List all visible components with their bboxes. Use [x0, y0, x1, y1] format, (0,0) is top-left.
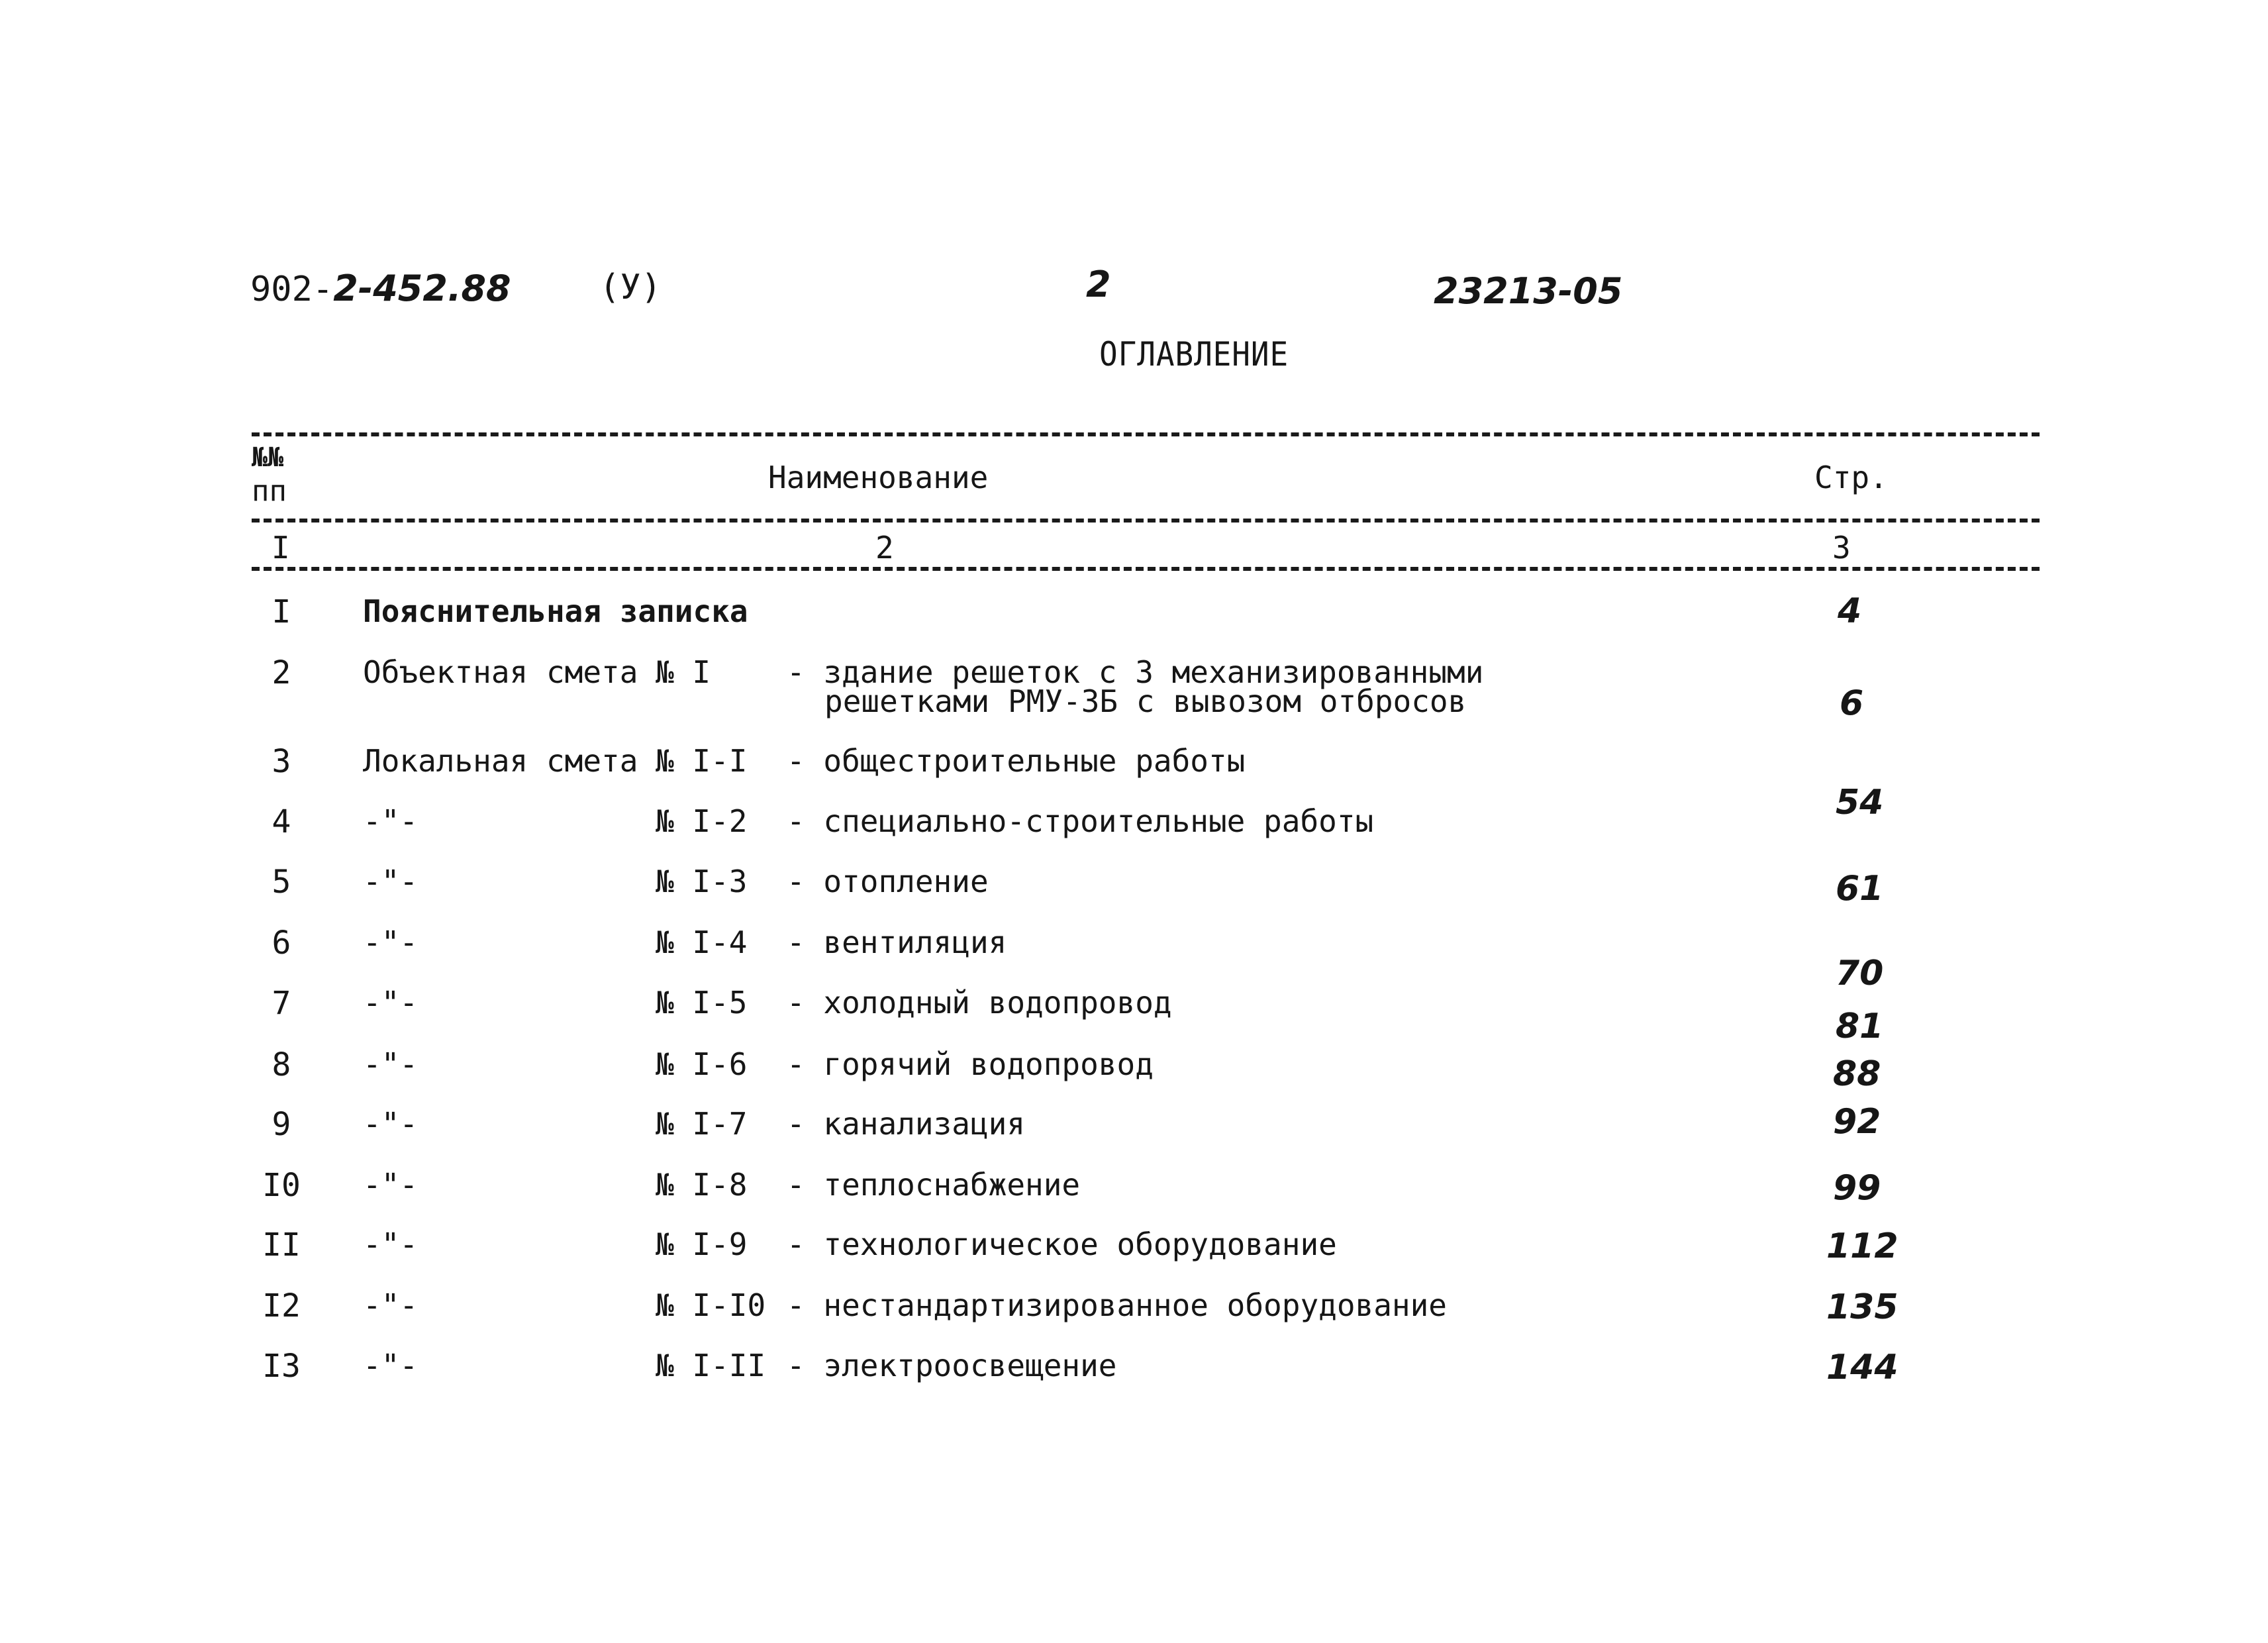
- page-number: 2: [1086, 264, 1111, 305]
- column-header-name: Наименование: [768, 460, 989, 495]
- album-number: 23213-05: [1434, 270, 1623, 312]
- row-kind: Объектная смета: [363, 654, 638, 690]
- row-estimate-number: № I-6: [656, 1046, 748, 1082]
- row-number: I: [271, 593, 291, 630]
- row-kind: -"-: [363, 1046, 419, 1082]
- row-estimate-number: № I: [656, 654, 711, 690]
- row-page: 92: [1833, 1102, 1881, 1142]
- row-name: - холодный водопровод: [787, 985, 1172, 1021]
- row-kind: -"-: [363, 924, 419, 960]
- document-variant: (У): [599, 268, 662, 307]
- document-code-suffix: 2-452.88: [333, 268, 511, 309]
- row-kind: -"-: [363, 1287, 419, 1323]
- row-kind: Локальная смета: [363, 743, 638, 779]
- row-estimate-number: № I-9: [656, 1226, 748, 1262]
- row-number: I3: [262, 1348, 301, 1385]
- row-page: 88: [1833, 1054, 1881, 1094]
- row-page: 6: [1840, 683, 1864, 723]
- row-page: 99: [1833, 1168, 1881, 1208]
- row-number: 5: [271, 864, 291, 901]
- table-column-numbers-rule: [252, 567, 2040, 571]
- row-number: I0: [262, 1167, 301, 1204]
- row-number: 7: [271, 985, 291, 1022]
- row-page: 144: [1826, 1348, 1898, 1387]
- row-page: 4: [1838, 591, 1862, 631]
- document-code: [250, 268, 511, 309]
- row-estimate-number: № I-7: [656, 1106, 748, 1142]
- document-code-prefix: 902-: [250, 270, 334, 309]
- row-kind: -"-: [363, 1226, 419, 1262]
- row-name: - электроосвещение: [787, 1348, 1117, 1383]
- row-estimate-number: № I-2: [656, 803, 748, 839]
- row-number: 4: [271, 803, 291, 840]
- row-estimate-number: № I-II: [656, 1348, 766, 1383]
- row-number: I2: [262, 1287, 301, 1324]
- row-name: - общестроительные работы: [787, 743, 1246, 779]
- column-header-page: Стр.: [1814, 460, 1888, 495]
- row-estimate-number: № I-I: [656, 743, 748, 779]
- row-estimate-number: № I-I0: [656, 1287, 766, 1323]
- table-top-rule: [252, 432, 2040, 436]
- column-header-number-line2: пп: [252, 474, 287, 508]
- row-name: - здание решеток с 3 механизированными: [787, 654, 1484, 690]
- page-title: ОГЛАВЛЕНИЕ: [1099, 335, 1289, 373]
- row-kind: -"-: [363, 1167, 419, 1203]
- row-estimate-number: № I-5: [656, 985, 748, 1021]
- row-name: - отопление: [787, 864, 989, 899]
- row-page: 112: [1826, 1226, 1898, 1266]
- row-kind: -"-: [363, 1106, 419, 1142]
- row-number: 6: [271, 924, 291, 962]
- row-estimate-number: № I-8: [656, 1167, 748, 1203]
- row-page: 61: [1836, 869, 1884, 909]
- row-name: - специально-строительные работы: [787, 803, 1374, 839]
- column-number-1: I: [271, 530, 290, 566]
- row-name: - теплоснабжение: [787, 1167, 1081, 1203]
- row-estimate-number: № I-4: [656, 924, 748, 960]
- row-number: 3: [271, 743, 291, 780]
- row-name-continued: решетками РМУ-3Б с вывозом отбросов: [824, 683, 1467, 719]
- row-number: II: [262, 1226, 301, 1264]
- column-number-2: 2: [875, 530, 894, 566]
- row-number: 9: [271, 1106, 291, 1143]
- row-name: - нестандартизированное оборудование: [787, 1287, 1447, 1323]
- row-kind: -"-: [363, 803, 419, 839]
- row-name: - горячий водопровод: [787, 1046, 1154, 1082]
- row-kind: -"-: [363, 1348, 419, 1383]
- row-name: - вентиляция: [787, 924, 1007, 960]
- row-estimate-number: № I-3: [656, 864, 748, 899]
- column-number-3: 3: [1832, 530, 1851, 566]
- row-kind: -"-: [363, 864, 419, 899]
- row-number: 8: [271, 1046, 291, 1083]
- row-kind: Пояснительная записка: [363, 593, 748, 629]
- row-page: 70: [1836, 954, 1884, 993]
- row-kind: -"-: [363, 985, 419, 1021]
- row-page: 81: [1836, 1007, 1884, 1046]
- row-number: 2: [271, 654, 291, 691]
- table-header-rule: [252, 519, 2040, 523]
- row-page: 135: [1826, 1287, 1898, 1327]
- column-header-number-line1: №№: [252, 442, 284, 473]
- row-name: - канализация: [787, 1106, 1026, 1142]
- row-page: 54: [1836, 783, 1884, 822]
- row-name: - технологическое оборудование: [787, 1226, 1337, 1262]
